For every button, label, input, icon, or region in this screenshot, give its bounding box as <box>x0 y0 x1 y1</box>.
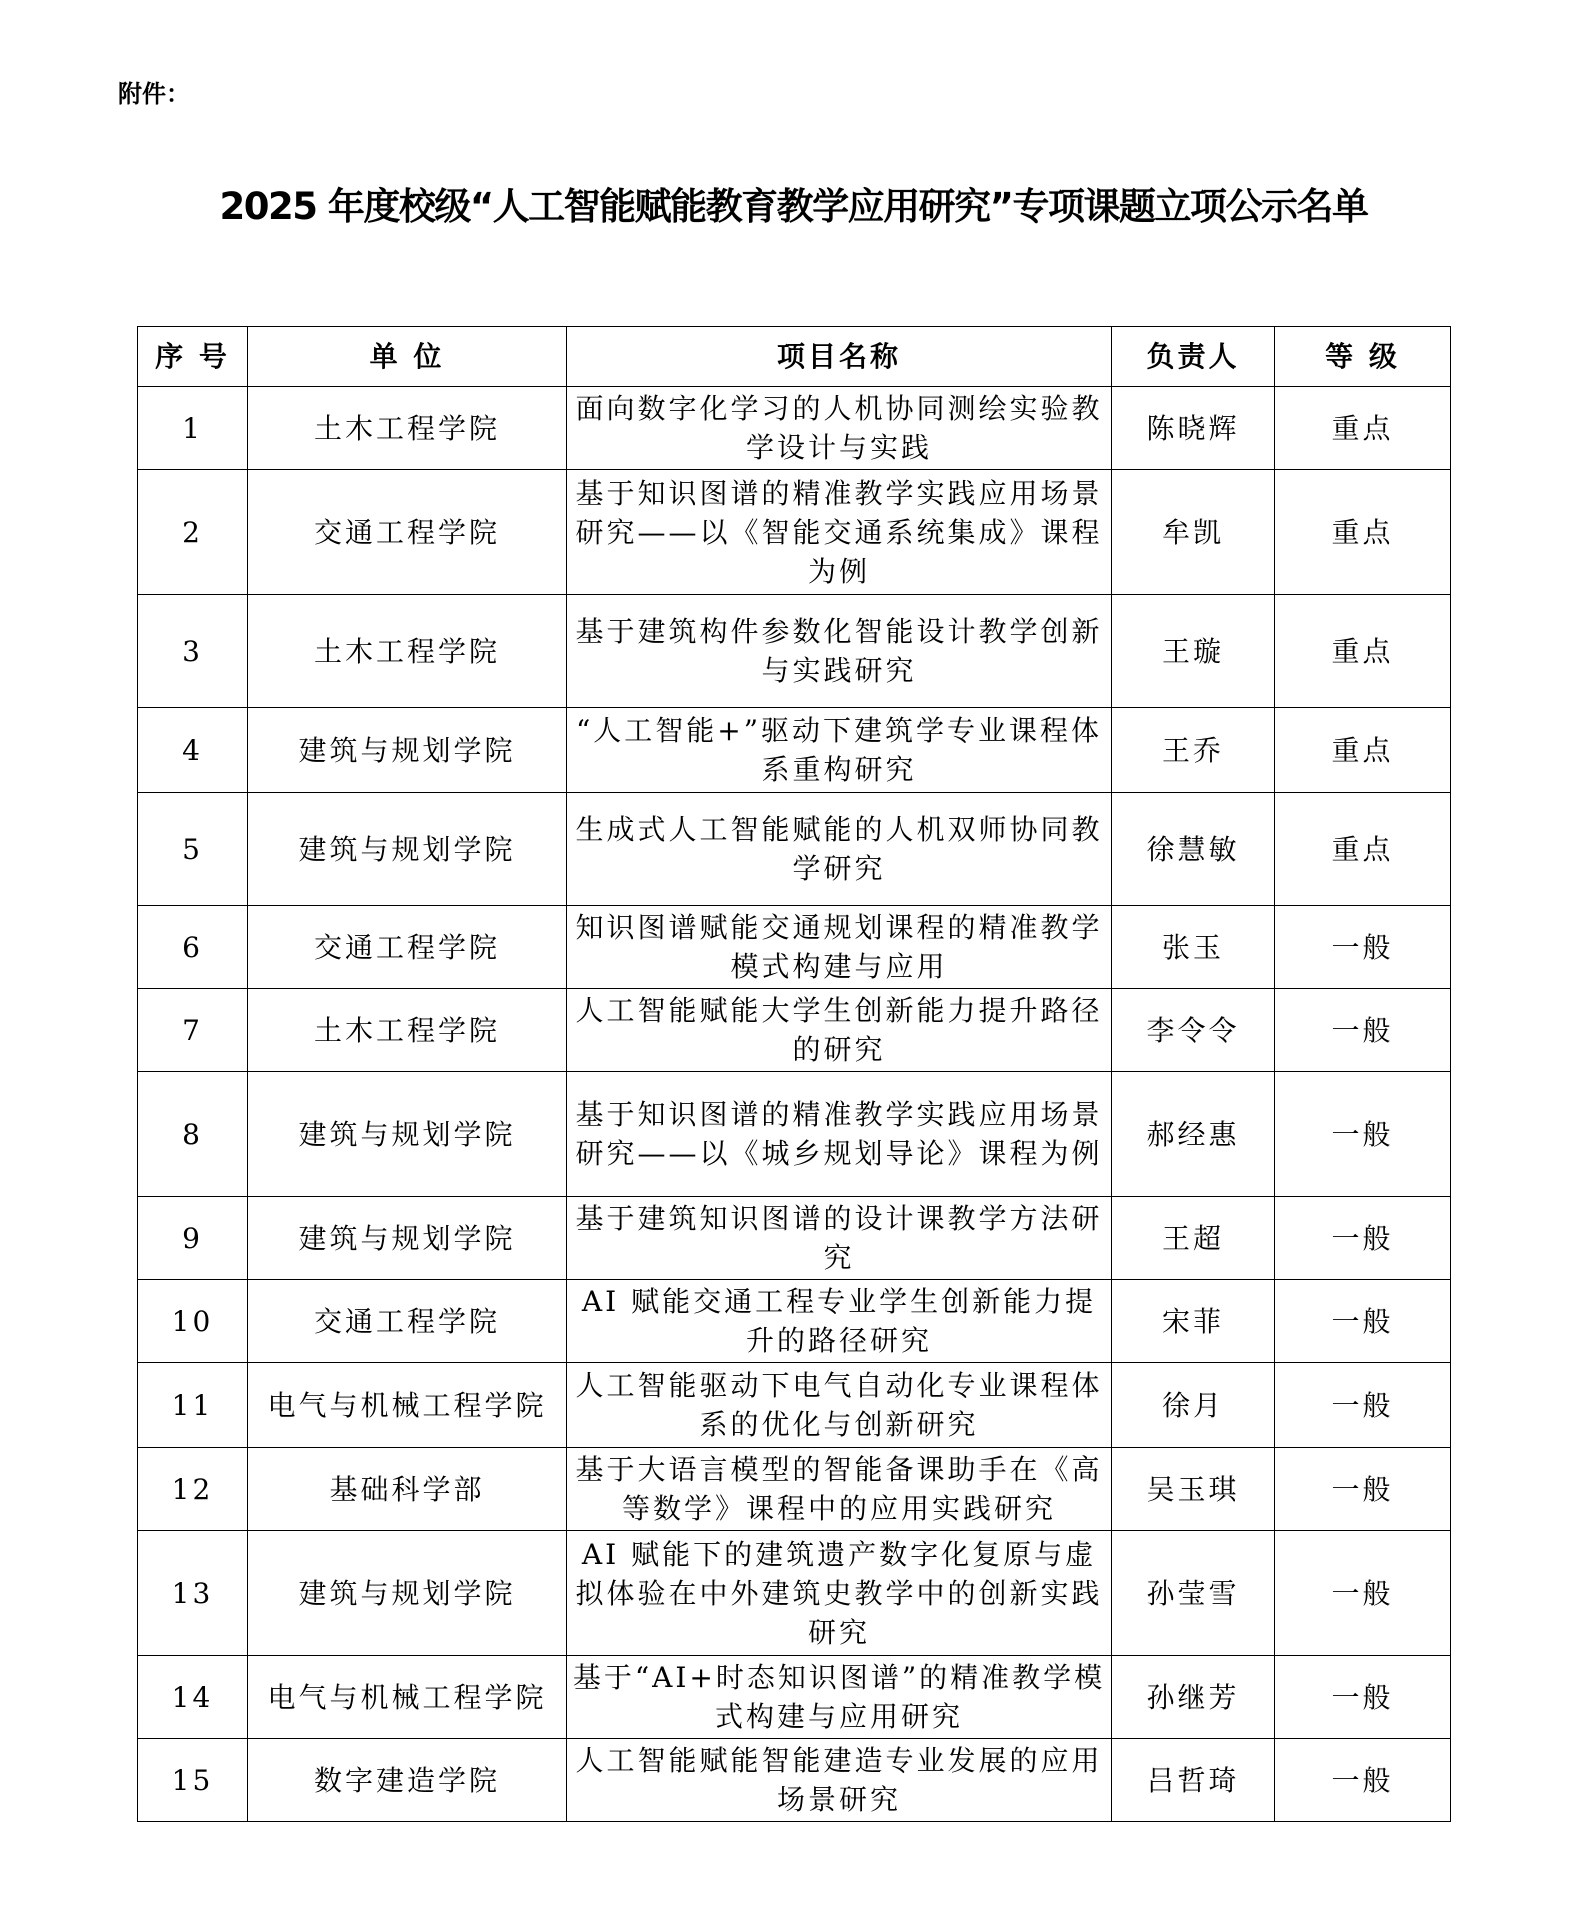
cell-level: 重点 <box>1275 708 1451 793</box>
cell-project: 基于“AI+时态知识图谱”的精准教学模式构建与应用研究 <box>567 1656 1112 1739</box>
table-row <box>138 470 1451 595</box>
cell-unit: 建筑与规划学院 <box>248 1072 567 1197</box>
cell-unit: 土木工程学院 <box>248 387 567 470</box>
table-row <box>138 1363 1451 1448</box>
cell-leader: 吴玉琪 <box>1112 1448 1275 1531</box>
cell-leader: 孙莹雪 <box>1112 1531 1275 1656</box>
cell-unit: 土木工程学院 <box>248 595 567 708</box>
cell-level: 一般 <box>1275 1280 1451 1363</box>
cell-project: AI 赋能下的建筑遗产数字化复原与虚拟体验在中外建筑史教学中的创新实践研究 <box>567 1531 1112 1656</box>
table-row <box>138 1448 1451 1531</box>
header-row <box>138 327 1451 387</box>
cell-number: 14 <box>138 1656 248 1739</box>
cell-project: AI 赋能交通工程专业学生创新能力提升的路径研究 <box>567 1280 1112 1363</box>
cell-number: 10 <box>138 1280 248 1363</box>
cell-leader: 陈晓辉 <box>1112 387 1275 470</box>
cell-project: 人工智能赋能智能建造专业发展的应用场景研究 <box>567 1739 1112 1822</box>
cell-leader: 李令令 <box>1112 989 1275 1072</box>
cell-leader: 王乔 <box>1112 708 1275 793</box>
cell-project: 人工智能赋能大学生创新能力提升路径的研究 <box>567 989 1112 1072</box>
header-level: 等 级 <box>1275 327 1451 387</box>
cell-unit: 建筑与规划学院 <box>248 793 567 906</box>
table-row <box>138 708 1451 793</box>
table-row <box>138 1072 1451 1197</box>
cell-level: 一般 <box>1275 1363 1451 1448</box>
cell-project: 知识图谱赋能交通规划课程的精准教学模式构建与应用 <box>567 906 1112 989</box>
cell-level: 一般 <box>1275 1197 1451 1280</box>
cell-project: 基于建筑构件参数化智能设计教学创新与实践研究 <box>567 595 1112 708</box>
cell-number: 2 <box>138 470 248 595</box>
cell-project: 基于知识图谱的精准教学实践应用场景研究——以《城乡规划导论》课程为例 <box>567 1072 1112 1197</box>
table-row <box>138 595 1451 708</box>
cell-leader: 牟凯 <box>1112 470 1275 595</box>
header-number: 序 号 <box>138 327 248 387</box>
cell-leader: 张玉 <box>1112 906 1275 989</box>
cell-unit: 交通工程学院 <box>248 1280 567 1363</box>
cell-unit: 交通工程学院 <box>248 906 567 989</box>
cell-leader: 孙继芳 <box>1112 1656 1275 1739</box>
cell-leader: 徐慧敏 <box>1112 793 1275 906</box>
table-row <box>138 387 1451 470</box>
page-title: 2025 年度校级“人工智能赋能教育教学应用研究”专项课题立项公示名单 <box>219 185 1368 228</box>
cell-number: 4 <box>138 708 248 793</box>
cell-level: 重点 <box>1275 387 1451 470</box>
cell-project: 基于知识图谱的精准教学实践应用场景研究——以《智能交通系统集成》课程为例 <box>567 470 1112 595</box>
table-row <box>138 1656 1451 1739</box>
project-roster-table <box>137 326 1451 1822</box>
cell-leader: 吕哲琦 <box>1112 1739 1275 1822</box>
cell-project: 人工智能驱动下电气自动化专业课程体系的优化与创新研究 <box>567 1363 1112 1448</box>
header-project: 项目名称 <box>567 327 1112 387</box>
cell-project: 生成式人工智能赋能的人机双师协同教学研究 <box>567 793 1112 906</box>
cell-unit: 数字建造学院 <box>248 1739 567 1822</box>
cell-unit: 土木工程学院 <box>248 989 567 1072</box>
cell-number: 3 <box>138 595 248 708</box>
cell-unit: 基础科学部 <box>248 1448 567 1531</box>
cell-level: 一般 <box>1275 1531 1451 1656</box>
cell-number: 15 <box>138 1739 248 1822</box>
table-body <box>138 387 1451 1822</box>
cell-leader: 王璇 <box>1112 595 1275 708</box>
cell-project: 基于建筑知识图谱的设计课教学方法研究 <box>567 1197 1112 1280</box>
cell-number: 5 <box>138 793 248 906</box>
cell-unit: 建筑与规划学院 <box>248 708 567 793</box>
cell-number: 9 <box>138 1197 248 1280</box>
table-header <box>138 327 1451 387</box>
cell-level: 一般 <box>1275 1739 1451 1822</box>
cell-level: 一般 <box>1275 906 1451 989</box>
cell-unit: 交通工程学院 <box>248 470 567 595</box>
cell-leader: 王超 <box>1112 1197 1275 1280</box>
table-row <box>138 793 1451 906</box>
cell-project: 面向数字化学习的人机协同测绘实验教学设计与实践 <box>567 387 1112 470</box>
cell-number: 6 <box>138 906 248 989</box>
cell-unit: 建筑与规划学院 <box>248 1531 567 1656</box>
cell-leader: 徐月 <box>1112 1363 1275 1448</box>
table-row <box>138 1739 1451 1822</box>
table-row <box>138 1280 1451 1363</box>
cell-leader: 郝经惠 <box>1112 1072 1275 1197</box>
cell-project: 基于大语言模型的智能备课助手在《高等数学》课程中的应用实践研究 <box>567 1448 1112 1531</box>
cell-level: 一般 <box>1275 989 1451 1072</box>
cell-number: 12 <box>138 1448 248 1531</box>
table-row <box>138 906 1451 989</box>
cell-leader: 宋菲 <box>1112 1280 1275 1363</box>
table-row <box>138 989 1451 1072</box>
cell-number: 7 <box>138 989 248 1072</box>
cell-unit: 电气与机械工程学院 <box>248 1363 567 1448</box>
cell-level: 一般 <box>1275 1072 1451 1197</box>
attachment-label: 附件： <box>118 80 190 108</box>
header-leader: 负责人 <box>1112 327 1275 387</box>
cell-unit: 电气与机械工程学院 <box>248 1656 567 1739</box>
table-row <box>138 1531 1451 1656</box>
cell-level: 重点 <box>1275 470 1451 595</box>
cell-number: 13 <box>138 1531 248 1656</box>
cell-number: 8 <box>138 1072 248 1197</box>
cell-number: 1 <box>138 387 248 470</box>
cell-level: 一般 <box>1275 1656 1451 1739</box>
cell-unit: 建筑与规划学院 <box>248 1197 567 1280</box>
cell-level: 重点 <box>1275 595 1451 708</box>
cell-level: 一般 <box>1275 1448 1451 1531</box>
header-unit: 单 位 <box>248 327 567 387</box>
cell-project: “人工智能+”驱动下建筑学专业课程体系重构研究 <box>567 708 1112 793</box>
cell-number: 11 <box>138 1363 248 1448</box>
table-row <box>138 1197 1451 1280</box>
cell-level: 重点 <box>1275 793 1451 906</box>
